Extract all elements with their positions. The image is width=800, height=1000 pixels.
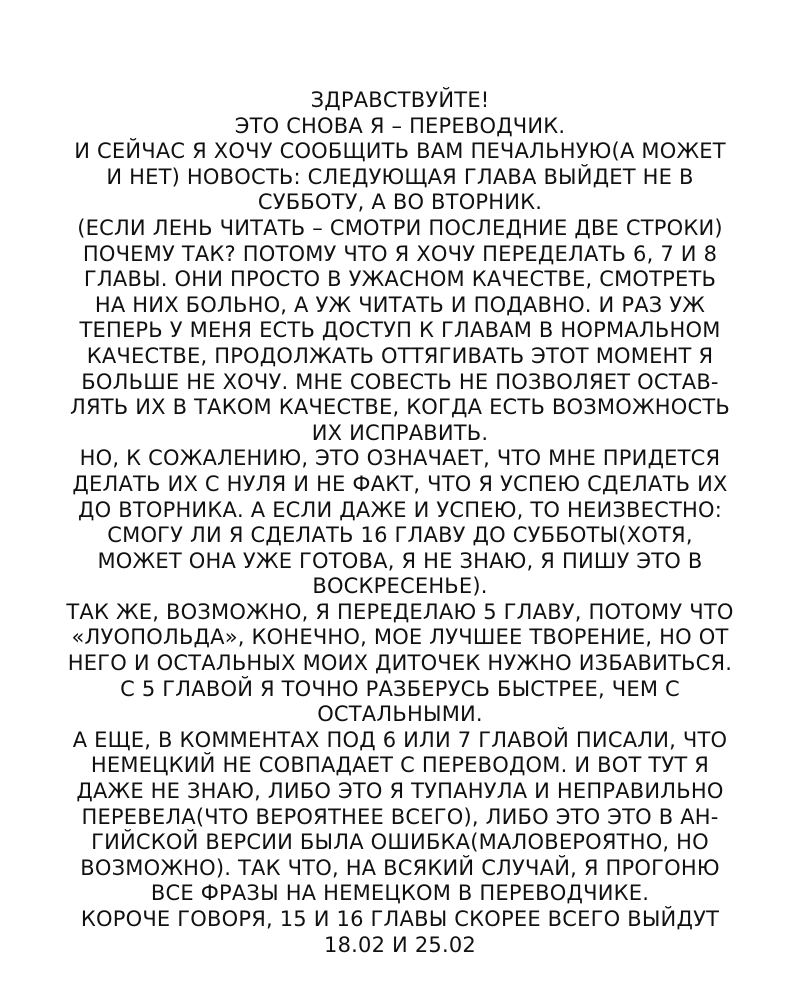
note-line: ПОЧЕМУ ТАК? ПОТОМУ ЧТО Я ХОЧУ ПЕРЕДЕЛАТЬ 6, 7 И 8	[82, 241, 718, 266]
note-line: ДЕЛАТЬ ИХ С НУЛЯ И НЕ ФАКТ, ЧТО Я УСПЕЮ СДЕЛАТЬ ИХ	[72, 471, 728, 496]
note-line: 18.02 И 25.02	[324, 932, 476, 957]
note-line: ГЛАВЫ. ОНИ ПРОСТО В УЖАСНОМ КАЧЕСТВЕ, СМОТРЕТЬ	[83, 267, 717, 292]
note-line: И НЕТ) НОВОСТЬ: СЛЕДУЮЩАЯ ГЛАВА ВЫЙДЕТ НЕ В	[106, 164, 694, 189]
note-line: ДО ВТОРНИКА. А ЕСЛИ ДАЖЕ И УСПЕЮ, ТО НЕИЗВЕСТНО:	[78, 497, 722, 522]
translator-note	[30, 88, 770, 958]
note-line: И СЕЙЧАС Я ХОЧУ СООБЩИТЬ ВАМ ПЕЧАЛЬНУЮ(А МОЖЕТ	[74, 139, 726, 164]
note-line: ПЕРЕВЕЛА(ЧТО ВЕРОЯТНЕЕ ВСЕГО), ЛИБО ЭТО ЭТО В АН-	[81, 804, 719, 829]
note-line: ТЕПЕРЬ У МЕНЯ ЕСТЬ ДОСТУП К ГЛАВАМ В НОРМАЛЬНОМ	[79, 318, 721, 343]
note-line: МОЖЕТ ОНА УЖЕ ГОТОВА, Я НЕ ЗНАЮ, Я ПИШУ ЭТО В	[97, 548, 703, 573]
note-line: «ЛУОПОЛЬДА», КОНЕЧНО, МОЕ ЛУЧШЕЕ ТВОРЕНИЕ, НО ОТ	[71, 625, 729, 650]
note-line: НЕМЕЦКИЙ НЕ СОВПАДАЕТ С ПЕРЕВОДОМ. И ВОТ ТУТ Я	[90, 753, 710, 778]
note-line: СМОГУ ЛИ Я СДЕЛАТЬ 16 ГЛАВУ ДО СУББОТЫ(ХОТЯ,	[107, 523, 693, 548]
note-line: НО, К СОЖАЛЕНИЮ, ЭТО ОЗНАЧАЕТ, ЧТО МНЕ ПРИДЕТСЯ	[79, 446, 721, 471]
note-line: ЗДРАВСТВУЙТЕ!	[310, 88, 490, 112]
note-line: ВОЗМОЖНО). ТАК ЧТО, НА ВСЯКИЙ СЛУЧАЙ, Я ПРОГОНЮ	[80, 855, 720, 880]
note-line: КОРОЧЕ ГОВОРЯ, 15 И 16 ГЛАВЫ СКОРЕЕ ВСЕГО ВЫЙДУТ	[80, 907, 720, 931]
note-line: СУББОТУ, А ВО ВТОРНИК.	[257, 190, 543, 215]
note-line: ИХ ИСПРАВИТЬ.	[311, 420, 489, 445]
note-line: А ЕЩЕ, В КОММЕНТАХ ПОД 6 ИЛИ 7 ГЛАВОЙ ПИСАЛИ, ЧТО	[72, 727, 728, 752]
note-line: ОСТАЛЬНЫМИ.	[317, 702, 483, 727]
note-line: БОЛЬШЕ НЕ ХОЧУ. МНЕ СОВЕСТЬ НЕ ПОЗВОЛЯЕТ ОСТАВ-	[81, 369, 719, 394]
note-line: НЕГО И ОСТАЛЬНЫХ МОИХ ДИТОЧЕК НУЖНО ИЗБАВИТЬСЯ.	[67, 651, 733, 676]
note-line: ВСЕ ФРАЗЫ НА НЕМЕЦКОМ В ПЕРЕВОДЧИКЕ.	[150, 881, 650, 906]
note-line: ЛЯТЬ ИХ В ТАКОМ КАЧЕСТВЕ, КОГДА ЕСТЬ ВОЗМОЖНОСТЬ	[69, 395, 731, 420]
note-line: С 5 ГЛАВОЙ Я ТОЧНО РАЗБЕРУСЬ БЫСТРЕЕ, ЧЕМ С	[120, 676, 680, 701]
note-line: КАЧЕСТВЕ, ПРОДОЛЖАТЬ ОТТЯГИВАТЬ ЭТОТ МОМЕНТ Я	[86, 343, 714, 368]
note-line: НА НИХ БОЛЬНО, А УЖ ЧИТАТЬ И ПОДАВНО. И РАЗ УЖ	[94, 292, 706, 317]
note-line: ТАК ЖЕ, ВОЗМОЖНО, Я ПЕРЕДЕЛАЮ 5 ГЛАВУ, ПОТОМУ ЧТО	[66, 599, 734, 624]
note-line: (ЕСЛИ ЛЕНЬ ЧИТАТЬ – СМОТРИ ПОСЛЕДНИЕ ДВЕ СТРОКИ)	[77, 215, 723, 240]
note-line: ГИЙСКОЙ ВЕРСИИ БЫЛА ОШИБКА(МАЛОВЕРОЯТНО, НО	[91, 830, 709, 855]
note-line: ДАЖЕ НЕ ЗНАЮ, ЛИБО ЭТО Я ТУПАНУЛА И НЕПРАВИЛЬНО	[76, 779, 724, 804]
note-line: ЭТО СНОВА Я – ПЕРЕВОДЧИК.	[234, 113, 566, 138]
note-line: ВОСКРЕСЕНЬЕ).	[312, 574, 488, 599]
